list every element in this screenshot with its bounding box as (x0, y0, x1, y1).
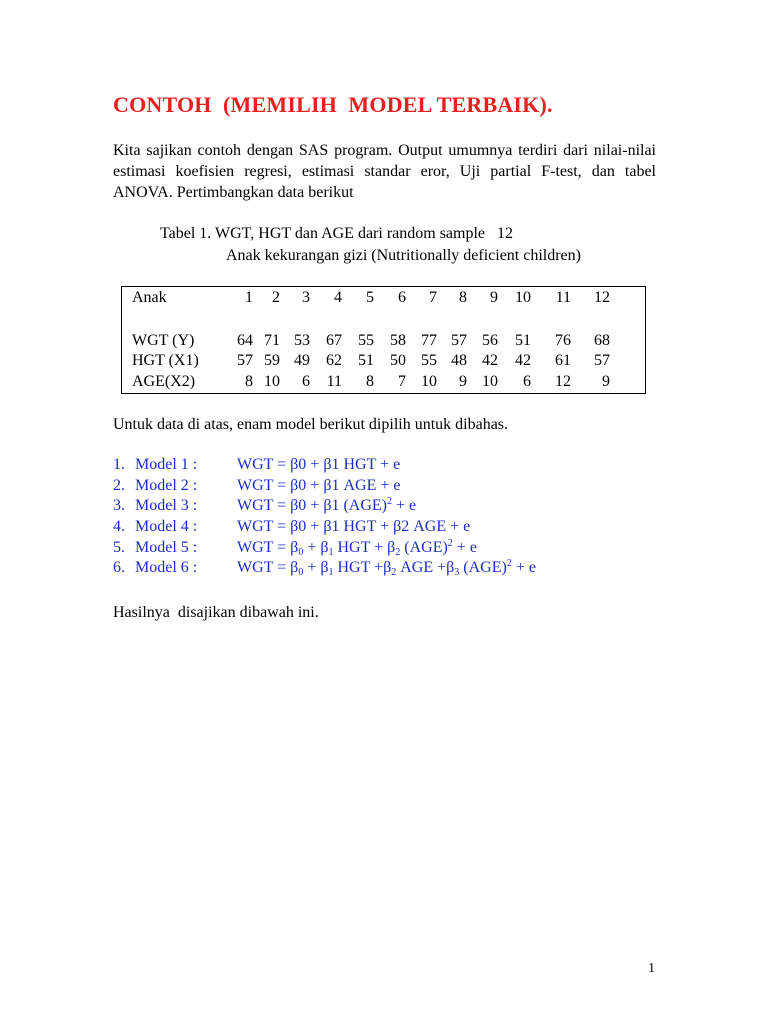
table-column-header: 2 (272, 289, 280, 306)
table-cell: 53 (294, 332, 310, 349)
table-cell: 57 (451, 332, 467, 349)
model-label: Model 1 : (135, 456, 198, 473)
table-cell: 51 (358, 352, 374, 369)
table-row-label-age: AGE(X2) (132, 373, 196, 390)
model-equation: WGT = β0 + β1 HGT + β2 AGE + e (237, 518, 471, 536)
table-cell: 10 (482, 373, 498, 390)
closing-text: Hasilnya disajikan dibawah ini. (113, 604, 319, 621)
models-intro: Untuk data di atas, enam model berikut dipilih untuk dibahas. (113, 416, 509, 433)
model-item-6 (113, 559, 536, 580)
table-column-header: 12 (594, 289, 610, 306)
table-cell: 76 (555, 332, 571, 349)
data-table (121, 286, 646, 394)
table-cell: 7 (398, 373, 406, 390)
table-column-header: 3 (302, 289, 310, 306)
model-equation: WGT = β0 + β1 AGE + e (237, 476, 401, 494)
model-item-4 (113, 518, 536, 539)
table-cell: 11 (326, 373, 342, 390)
model-item-5 (113, 539, 536, 560)
model-equation: WGT = β0 + β1 (AGE)$^2$ + e (237, 496, 417, 515)
model-number: 3. (113, 497, 125, 515)
table-column-header: 11 (555, 289, 571, 306)
table-cell: 50 (390, 352, 406, 369)
table-cell: 6 (523, 373, 531, 390)
model-equation: WGT = $\beta_0 + \beta_1$ HGT + $\beta_2$ (AGE)$^2$ + e (237, 537, 477, 558)
model-number: 5. (113, 538, 125, 556)
model-label: Model 6 : (135, 559, 198, 577)
model-equation: WGT = $\beta_0 + \beta_1$ HGT $+\beta_2$ AGE $+\beta_3$ (AGE)$^2$ + e (237, 558, 536, 579)
table-cell: 8 (245, 373, 253, 390)
table-caption-line-1: Tabel 1. WGT, HGT dan AGE dari random sample 12 (160, 225, 514, 242)
table-cell: 49 (294, 352, 310, 369)
table-cell: 68 (594, 332, 610, 349)
intro-paragraph: Kita sajikan contoh dengan SAS program. Output umumnya terdiri dari nilai-nilai estimasi koefisien regresi, estimasi standar eror, Uji partial F-test, dan tabel ANOVA. Pertimbangkan data berikut (113, 142, 656, 201)
table-caption-line-2: Anak kekurangan gizi (Nutritionally deficient children) (226, 247, 581, 264)
table-cell: 6 (302, 373, 310, 390)
model-number: 6. (113, 559, 125, 577)
table-cell: 12 (555, 373, 571, 390)
table-cell: 55 (358, 332, 374, 349)
table-cell: 42 (515, 352, 531, 369)
table-cell: 57 (237, 352, 253, 369)
table-cell: 64 (237, 332, 253, 349)
table-column-header: 7 (429, 289, 437, 306)
model-equation: WGT = β0 + β1 HGT + e (237, 456, 401, 473)
model-label: Model 5 : (135, 538, 198, 556)
table-column-header: 1 (245, 289, 253, 306)
table-cell: 55 (421, 352, 437, 369)
table-header-label: Anak (132, 289, 167, 306)
table-column-header: 5 (366, 289, 374, 306)
table-column-header: 9 (490, 289, 498, 306)
table-cell: 71 (264, 332, 280, 349)
model-number: 1. (113, 456, 125, 473)
table-cell: 48 (451, 352, 467, 369)
table-cell: 57 (594, 352, 610, 369)
table-row-label-hgt: HGT (X1) (132, 352, 199, 369)
table-column-header: 10 (515, 289, 531, 306)
model-label: Model 4 : (135, 518, 198, 536)
table-cell: 59 (264, 352, 280, 369)
table-cell: 10 (421, 373, 437, 390)
model-number: 4. (113, 518, 125, 536)
table-column-header: 4 (334, 289, 342, 306)
model-item-3 (113, 497, 536, 518)
table-cell: 8 (366, 373, 374, 390)
table-cell: 77 (421, 332, 437, 349)
table-cell: 51 (515, 332, 531, 349)
page-title: CONTOH (MEMILIH MODEL TERBAIK). (113, 92, 553, 117)
table-cell: 67 (326, 332, 342, 349)
table-column-header: 6 (398, 289, 406, 306)
table-cell: 10 (264, 373, 280, 390)
table-row-label-wgt: WGT (Y) (132, 332, 195, 349)
model-item-1 (113, 456, 536, 477)
page-number: 1 (648, 961, 655, 976)
table-cell: 42 (482, 352, 498, 369)
table-cell: 9 (459, 373, 467, 390)
table-cell: 61 (555, 352, 571, 369)
model-label: Model 3 : (135, 497, 198, 515)
model-label: Model 2 : (135, 476, 198, 494)
model-list (113, 456, 536, 580)
table-cell: 62 (326, 352, 342, 369)
table-cell: 58 (390, 332, 406, 349)
model-item-2 (113, 477, 536, 498)
table-cell: 9 (602, 373, 610, 390)
table-column-header: 8 (459, 289, 467, 306)
table-cell: 56 (482, 332, 498, 349)
model-number: 2. (113, 476, 125, 494)
